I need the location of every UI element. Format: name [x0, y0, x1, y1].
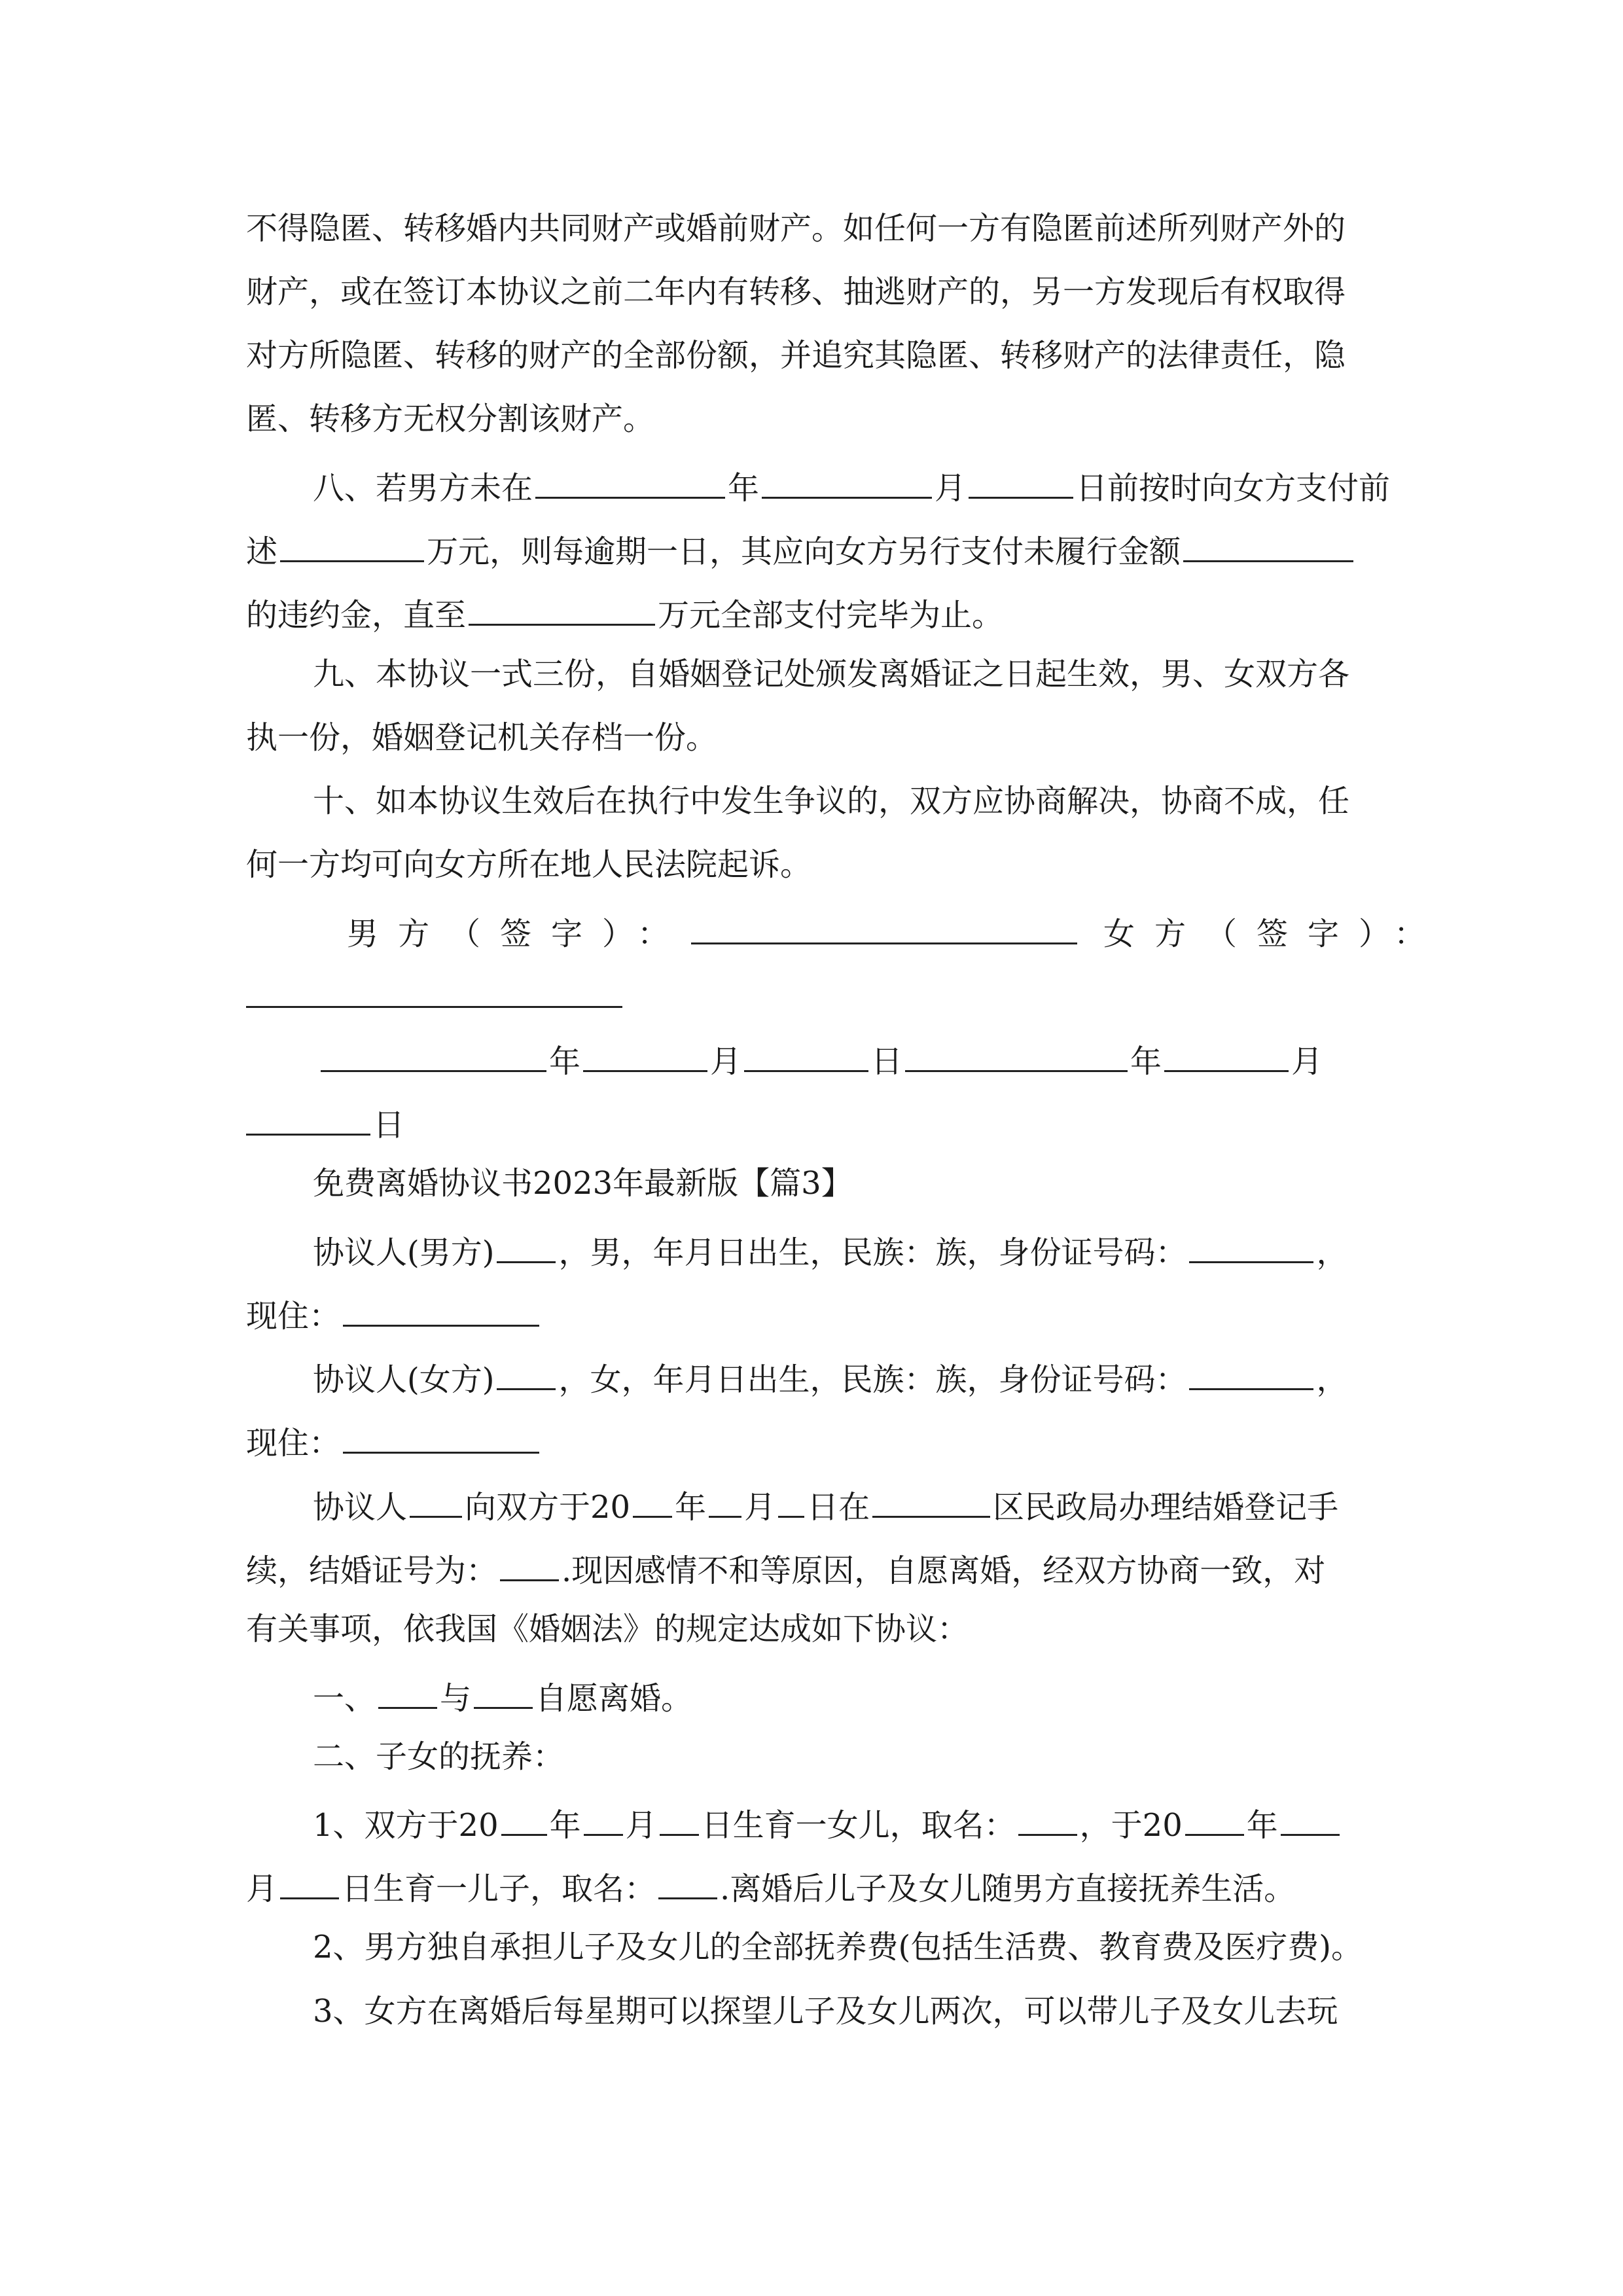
address-label: 现住： — [246, 1298, 341, 1335]
child3-line: 3、女方在离婚后每星期可以探望儿子及女儿两次，可以带儿子及女儿去玩 — [313, 1993, 1338, 2030]
month-label: 月 — [710, 1043, 742, 1080]
date-line-cont — [246, 1088, 1378, 1152]
blank-daughter-name[interactable] — [1018, 1788, 1077, 1836]
item2-heading: 二、子女的抚养： — [313, 1738, 565, 1775]
month-label: 月 — [1291, 1043, 1323, 1080]
blank-total-amount[interactable] — [469, 578, 655, 626]
signature-line — [347, 897, 1446, 961]
marriage-text: 续，结婚证号为： — [246, 1552, 498, 1589]
marriage-text: 月 — [744, 1489, 776, 1526]
female-date-year[interactable] — [905, 1024, 1128, 1072]
female-signature-line — [246, 960, 1378, 1024]
marriage-text: 年 — [675, 1489, 707, 1526]
year-label: 年 — [549, 1043, 581, 1080]
female-party-text: ，女，年月日出生，民族：族，身份证号码： — [558, 1361, 1187, 1398]
male-party-text: ，男，年月日出生，民族：族，身份证号码： — [558, 1234, 1187, 1271]
blank-month[interactable] — [1281, 1788, 1340, 1836]
marriage-text: 区民政局办理结婚登记手 — [993, 1489, 1339, 1526]
male-address-field[interactable] — [343, 1279, 539, 1327]
item1-text: 一、 — [313, 1680, 376, 1717]
comma: ， — [1316, 1234, 1348, 1271]
year-label: 年 — [1130, 1043, 1162, 1080]
clause8-text: 八、若男方未在 — [313, 470, 533, 507]
blank-day[interactable] — [280, 1852, 339, 1899]
child1-text: 年 — [549, 1807, 581, 1844]
blank-month[interactable] — [584, 1788, 623, 1836]
male-party-line — [313, 1215, 1378, 1280]
blank-party-b[interactable] — [474, 1661, 533, 1709]
blank-year[interactable] — [1185, 1788, 1244, 1836]
clause8-text: 万元全部支付完毕为止。 — [658, 597, 1004, 634]
male-id-field[interactable] — [1189, 1215, 1313, 1263]
blank-year[interactable] — [633, 1470, 672, 1518]
female-address-field[interactable] — [343, 1406, 539, 1454]
clause8-text: 的违约金，直至 — [246, 597, 467, 634]
blank-district[interactable] — [872, 1470, 990, 1518]
child2-line: 2、男方独自承担儿子及女儿的全部抚养费(包括生活费、教育费及医疗费)。 — [313, 1929, 1363, 1965]
blank-son-name[interactable] — [658, 1852, 717, 1899]
marriage-text: 协议人 — [313, 1489, 408, 1526]
clause8-year-label: 年 — [728, 470, 760, 507]
female-signature-label: 女方（签字）： — [1103, 916, 1446, 952]
child1-text: 年 — [1246, 1807, 1278, 1844]
child1-text: 1、双方于20 — [313, 1807, 499, 1844]
marriage-line3: 有关事项，依我国《婚姻法》的规定达成如下协议： — [246, 1611, 969, 1647]
female-party-line — [313, 1342, 1378, 1407]
blank-penalty-amount[interactable] — [1183, 514, 1353, 562]
male-name-field[interactable] — [497, 1215, 556, 1263]
blank-party[interactable] — [410, 1470, 462, 1518]
clause8-text: 日前按时向女方支付前 — [1076, 470, 1391, 507]
marriage-text: 向双方于20 — [465, 1489, 631, 1526]
marriage-text: .现因感情不和等原因，自愿离婚，经双方协商一致，对 — [562, 1552, 1326, 1589]
child1-text: ，于20 — [1079, 1807, 1183, 1844]
item1-text: 与 — [440, 1680, 472, 1717]
section-title: 免费离婚协议书2023年最新版【篇3】 — [313, 1165, 853, 1202]
blank-year[interactable] — [501, 1788, 547, 1836]
clause8-text: 述 — [246, 533, 278, 570]
female-party-label: 协议人(女方) — [313, 1361, 495, 1398]
female-date-month[interactable] — [1164, 1024, 1289, 1072]
blank-year[interactable] — [535, 451, 725, 499]
marriage-text: 日在 — [807, 1489, 870, 1526]
marriage-line1 — [313, 1470, 1378, 1534]
male-signature-label: 男方（签字）： — [347, 916, 689, 952]
male-date-year[interactable] — [321, 1024, 546, 1072]
date-line — [318, 1024, 1385, 1088]
clause9-line2: 执一份，婚姻登记机关存档一份。 — [246, 719, 718, 756]
blank-day[interactable] — [969, 451, 1073, 499]
item1-line — [313, 1661, 1378, 1725]
male-date-month[interactable] — [583, 1024, 707, 1072]
clause8-line1 — [313, 451, 1391, 515]
child1-text: 日生育一女儿，取名： — [701, 1807, 1016, 1844]
blank-day[interactable] — [778, 1470, 804, 1518]
blank-month[interactable] — [762, 451, 932, 499]
blank-amount[interactable] — [280, 514, 424, 562]
child1-text: 月 — [625, 1807, 657, 1844]
female-signature-field[interactable] — [246, 960, 622, 1008]
child1-text: 月 — [246, 1871, 278, 1907]
male-address-line — [246, 1279, 1378, 1343]
male-signature-field[interactable] — [691, 897, 1077, 944]
clause10-line1: 十、如本协议生效后在执行中发生争议的，双方应协商解决，协商不成，任 — [313, 783, 1350, 819]
item1-text: 自愿离婚。 — [535, 1680, 693, 1717]
marriage-line2 — [246, 1534, 1378, 1598]
clause8-text: 万元，则每逾期一日，其应向女方另行支付未履行金额 — [427, 533, 1181, 570]
child1-line1 — [313, 1788, 1378, 1852]
child1-line2 — [246, 1852, 1378, 1916]
day-label: 日 — [373, 1107, 405, 1143]
clause8-month-label: 月 — [935, 470, 967, 507]
clause10-line2: 何一方均可向女方所在地人民法院起诉。 — [246, 846, 812, 883]
day-label: 日 — [871, 1043, 903, 1080]
blank-day[interactable] — [660, 1788, 699, 1836]
male-date-day[interactable] — [744, 1024, 868, 1072]
female-name-field[interactable] — [497, 1342, 556, 1390]
male-party-label: 协议人(男方) — [313, 1234, 495, 1271]
child1-text: .离婚后儿子及女儿随男方直接抚养生活。 — [720, 1871, 1296, 1907]
blank-party-a[interactable] — [378, 1661, 437, 1709]
female-id-field[interactable] — [1189, 1342, 1313, 1390]
female-address-line — [246, 1406, 1378, 1470]
comma: ， — [1316, 1361, 1348, 1398]
address-label: 现住： — [246, 1425, 341, 1462]
female-date-day[interactable] — [246, 1088, 370, 1136]
clause8-line3 — [246, 578, 1378, 642]
clause7-line2: 财产，或在签订本协议之前二年内有转移、抽逃财产的，另一方发现后有权取得 — [246, 274, 1346, 310]
blank-certificate-no[interactable] — [500, 1534, 559, 1581]
clause7-line1: 不得隐匿、转移婚内共同财产或婚前财产。如任何一方有隐匿前述所列财产外的 — [246, 210, 1346, 247]
clause7-line3: 对方所隐匿、转移的财产的全部份额，并追究其隐匿、转移财产的法律责任，隐 — [246, 337, 1346, 374]
blank-month[interactable] — [709, 1470, 741, 1518]
clause8-line2 — [246, 514, 1378, 579]
clause9-line1: 九、本协议一式三份，自婚姻登记处颁发离婚证之日起生效，男、女双方各 — [313, 656, 1350, 692]
clause7-line4: 匿、转移方无权分割该财产。 — [246, 401, 655, 437]
child1-text: 日生育一儿子，取名： — [342, 1871, 656, 1907]
